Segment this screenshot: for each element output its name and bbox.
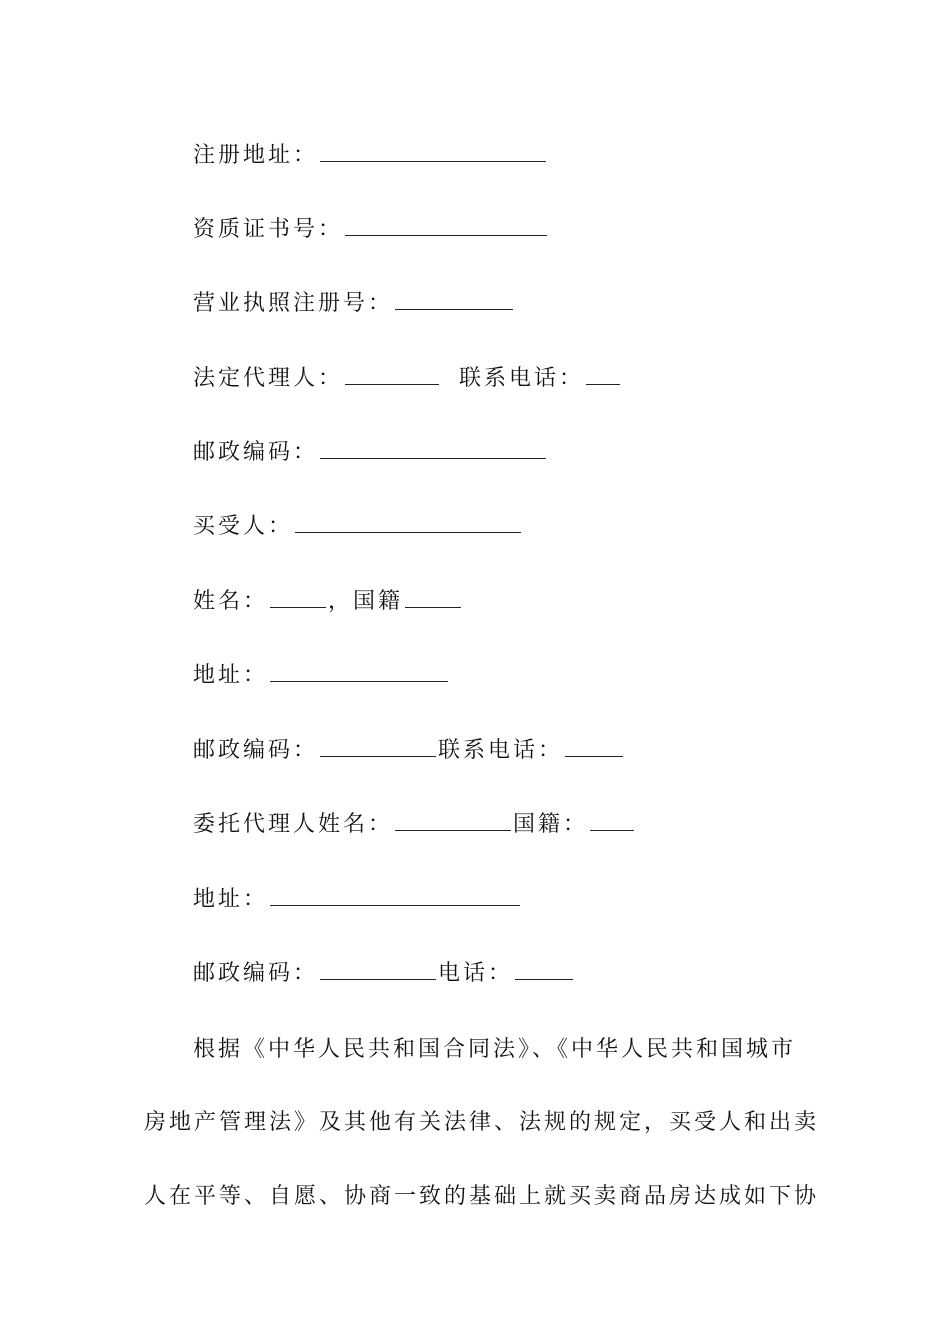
reg-address-blank[interactable] [320,139,546,162]
address-blank-2[interactable] [270,883,520,906]
buyer-line [193,510,523,542]
body-paragraph-line-2: 房地产管理法》及其他有关法律、法规的规定，买受人和出卖 [144,1110,820,1135]
address-label-2: 地址： [193,887,269,912]
postcode-label-3: 邮政编码： [193,961,319,986]
postcode-label-2: 邮政编码： [193,738,319,763]
buyer-blank[interactable] [295,510,521,533]
nationality-label-2: 国籍： [513,812,589,837]
postcode-blank-2[interactable] [320,734,436,757]
address-line-1 [193,659,450,691]
postcode-line-3 [193,957,575,989]
contact-phone-blank-1[interactable] [586,362,620,385]
license-label: 营业执照注册号： [193,291,394,316]
nationality-blank-1[interactable] [405,585,461,608]
address-line-2 [193,883,522,915]
postcode-line-2 [193,734,625,766]
buyer-label: 买受人： [193,514,294,539]
qualification-line [193,213,549,245]
qualification-label: 资质证书号： [193,217,344,242]
contact-phone-label-2: 联系电话： [438,738,564,763]
legal-rep-label: 法定代理人： [193,366,344,391]
address-label-1: 地址： [193,663,269,688]
nationality-blank-2[interactable] [590,808,634,831]
phone-blank[interactable] [515,957,573,980]
license-blank[interactable] [395,287,513,310]
agent-name-label: 委托代理人姓名： [193,812,394,837]
name-line [193,585,463,617]
name-blank[interactable] [270,585,326,608]
agent-line [193,808,636,840]
comma-sep: ， [328,589,354,614]
contact-phone-label-1: 联系电话： [459,366,585,391]
body-paragraph-line-3: 人在平等、自愿、协商一致的基础上就买卖商品房达成如下协 [144,1184,820,1209]
reg-address-label: 注册地址： [193,143,319,168]
license-line [193,287,515,319]
reg-address-line [193,139,548,171]
postcode-line-1 [193,436,548,468]
agent-name-blank[interactable] [395,808,511,831]
legal-rep-blank[interactable] [345,362,439,385]
postcode-label-1: 邮政编码： [193,440,319,465]
postcode-blank-3[interactable] [320,957,436,980]
contact-phone-blank-2[interactable] [565,734,623,757]
address-blank-1[interactable] [270,659,448,682]
body-paragraph-line-1: 根据《中华人民共和国合同法》、《中华人民共和国城市 [193,1037,797,1062]
nationality-label-1: 国籍 [353,589,404,614]
qualification-blank[interactable] [345,213,547,236]
phone-label: 电话： [438,961,514,986]
postcode-blank-1[interactable] [320,436,546,459]
legal-rep-line [193,362,622,394]
name-label: 姓名： [193,589,269,614]
